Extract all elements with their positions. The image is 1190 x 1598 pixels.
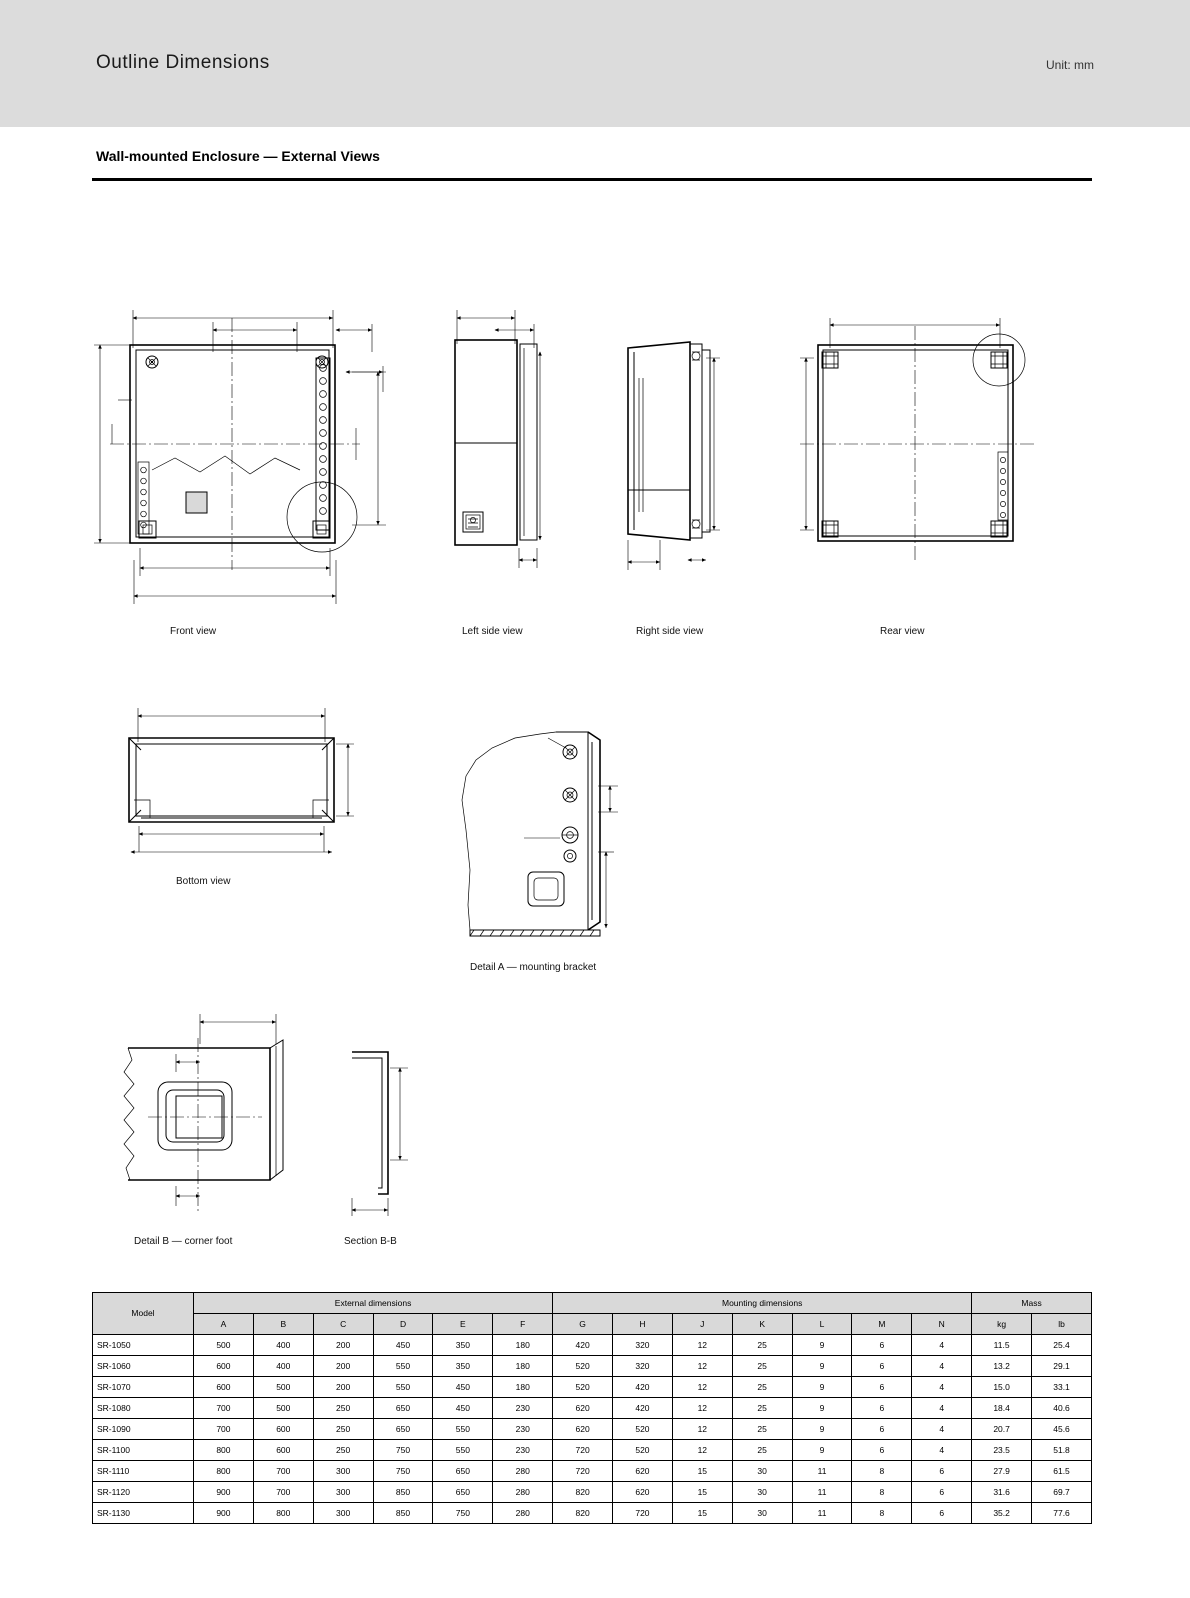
cell-value: 320: [613, 1335, 673, 1356]
cell-value: 320: [613, 1356, 673, 1377]
cell-value: 850: [373, 1503, 433, 1524]
caption-side-view-right: Right side view: [636, 626, 704, 637]
cell-value: 250: [313, 1440, 373, 1461]
cell-value: 400: [253, 1335, 313, 1356]
cell-value: 30: [732, 1461, 792, 1482]
col-k: K: [732, 1314, 792, 1335]
cell-value: 180: [493, 1356, 553, 1377]
col-g: G: [553, 1314, 613, 1335]
cell-value: 650: [433, 1461, 493, 1482]
cell-value: 650: [373, 1398, 433, 1419]
unit-note: Unit: mm: [1046, 58, 1094, 72]
cell-value: 6: [912, 1503, 972, 1524]
table-row: [93, 1419, 1092, 1440]
cell-model: SR-1080: [93, 1398, 194, 1419]
cell-value: 420: [553, 1335, 613, 1356]
cell-value: 800: [194, 1440, 254, 1461]
cell-value: 25: [732, 1335, 792, 1356]
cell-value: 4: [912, 1398, 972, 1419]
cell-model: SR-1070: [93, 1377, 194, 1398]
cell-value: 550: [373, 1356, 433, 1377]
cell-value: 35.2: [972, 1503, 1032, 1524]
caption-detail-corner: Detail B — corner foot: [134, 1236, 233, 1247]
caption-detail-hinge: Detail A — mounting bracket: [470, 962, 597, 973]
cell-value: 720: [553, 1440, 613, 1461]
cell-value: 250: [313, 1398, 373, 1419]
cell-value: 9: [792, 1377, 852, 1398]
cell-value: 300: [313, 1461, 373, 1482]
cell-value: 4: [912, 1419, 972, 1440]
cell-value: 11: [792, 1503, 852, 1524]
cell-model: SR-1120: [93, 1482, 194, 1503]
col-h: H: [613, 1314, 673, 1335]
cell-value: 25: [732, 1419, 792, 1440]
cell-value: 350: [433, 1335, 493, 1356]
cell-value: 500: [194, 1335, 254, 1356]
cell-value: 12: [672, 1419, 732, 1440]
cell-value: 600: [253, 1419, 313, 1440]
table-body: [93, 1335, 1092, 1524]
cell-value: 6: [912, 1461, 972, 1482]
cell-value: 620: [613, 1461, 673, 1482]
cell-value: 23.5: [972, 1440, 1032, 1461]
header-mounting-dimensions: Mounting dimensions: [553, 1293, 972, 1314]
cell-value: 820: [553, 1503, 613, 1524]
cell-value: 500: [253, 1398, 313, 1419]
col-kg: kg: [972, 1314, 1032, 1335]
cell-value: 750: [373, 1440, 433, 1461]
cell-value: 6: [852, 1377, 912, 1398]
cell-value: 11.5: [972, 1335, 1032, 1356]
cell-value: 27.9: [972, 1461, 1032, 1482]
caption-side-view-left: Left side view: [462, 626, 523, 637]
cell-value: 15: [672, 1482, 732, 1503]
cell-value: 550: [433, 1440, 493, 1461]
cell-value: 180: [493, 1335, 553, 1356]
cell-value: 720: [553, 1461, 613, 1482]
table-column-header-row: [93, 1314, 1092, 1335]
cell-value: 77.6: [1032, 1503, 1092, 1524]
cell-value: 650: [433, 1482, 493, 1503]
cell-value: 18.4: [972, 1398, 1032, 1419]
table-row: [93, 1440, 1092, 1461]
cell-value: 600: [194, 1356, 254, 1377]
specifications-table: [92, 1292, 1092, 1524]
cell-value: 11: [792, 1482, 852, 1503]
cell-value: 9: [792, 1440, 852, 1461]
caption-detail-bracket-section: Section B-B: [344, 1236, 397, 1247]
cell-value: 12: [672, 1335, 732, 1356]
col-lb: lb: [1032, 1314, 1092, 1335]
cell-model: SR-1100: [93, 1440, 194, 1461]
cell-value: 900: [194, 1503, 254, 1524]
cell-value: 6: [852, 1398, 912, 1419]
cell-model: SR-1090: [93, 1419, 194, 1440]
header-mass: Mass: [972, 1293, 1092, 1314]
cell-value: 520: [553, 1356, 613, 1377]
caption-rear-view: Rear view: [880, 626, 925, 637]
cell-value: 300: [313, 1482, 373, 1503]
cell-value: 33.1: [1032, 1377, 1092, 1398]
cell-value: 350: [433, 1356, 493, 1377]
cell-value: 11: [792, 1461, 852, 1482]
cell-value: 620: [613, 1482, 673, 1503]
cell-value: 250: [313, 1419, 373, 1440]
cell-value: 8: [852, 1461, 912, 1482]
col-j: J: [672, 1314, 732, 1335]
cell-value: 200: [313, 1356, 373, 1377]
table-row: [93, 1482, 1092, 1503]
cell-value: 520: [613, 1419, 673, 1440]
cell-value: 15: [672, 1503, 732, 1524]
page-title: Outline Dimensions: [96, 52, 270, 73]
cell-value: 25: [732, 1440, 792, 1461]
cell-model: SR-1130: [93, 1503, 194, 1524]
cell-value: 750: [373, 1461, 433, 1482]
cell-value: 13.2: [972, 1356, 1032, 1377]
cell-value: 61.5: [1032, 1461, 1092, 1482]
cell-value: 12: [672, 1356, 732, 1377]
header-model: Model: [93, 1293, 194, 1335]
cell-model: SR-1060: [93, 1356, 194, 1377]
cell-value: 420: [613, 1398, 673, 1419]
cell-value: 12: [672, 1398, 732, 1419]
cell-value: 900: [194, 1482, 254, 1503]
table-row: [93, 1461, 1092, 1482]
cell-value: 40.6: [1032, 1398, 1092, 1419]
cell-value: 20.7: [972, 1419, 1032, 1440]
cell-value: 700: [253, 1482, 313, 1503]
cell-value: 9: [792, 1335, 852, 1356]
col-m: M: [852, 1314, 912, 1335]
cell-value: 550: [433, 1419, 493, 1440]
cell-value: 51.8: [1032, 1440, 1092, 1461]
cell-value: 620: [553, 1419, 613, 1440]
cell-value: 6: [912, 1482, 972, 1503]
cell-value: 750: [433, 1503, 493, 1524]
cell-value: 500: [253, 1377, 313, 1398]
cell-value: 300: [313, 1503, 373, 1524]
cell-value: 200: [313, 1335, 373, 1356]
cell-value: 280: [493, 1482, 553, 1503]
cell-value: 400: [253, 1356, 313, 1377]
col-n: N: [912, 1314, 972, 1335]
cell-value: 6: [852, 1440, 912, 1461]
cell-value: 8: [852, 1482, 912, 1503]
cell-value: 600: [194, 1377, 254, 1398]
caption-bottom-view: Bottom view: [176, 876, 231, 887]
table-row: [93, 1377, 1092, 1398]
cell-model: SR-1050: [93, 1335, 194, 1356]
cell-value: 650: [373, 1419, 433, 1440]
cell-value: 9: [792, 1419, 852, 1440]
col-a: A: [194, 1314, 254, 1335]
cell-value: 280: [493, 1503, 553, 1524]
header-rule: [92, 178, 1092, 181]
cell-value: 29.1: [1032, 1356, 1092, 1377]
cell-value: 30: [732, 1482, 792, 1503]
cell-value: 12: [672, 1440, 732, 1461]
col-b: B: [253, 1314, 313, 1335]
table-row: [93, 1356, 1092, 1377]
cell-value: 4: [912, 1440, 972, 1461]
cell-value: 550: [373, 1377, 433, 1398]
cell-value: 800: [194, 1461, 254, 1482]
section-title: Wall-mounted Enclosure — External Views: [96, 148, 380, 164]
cell-value: 15: [672, 1461, 732, 1482]
cell-value: 25: [732, 1377, 792, 1398]
cell-value: 450: [373, 1335, 433, 1356]
cell-value: 45.6: [1032, 1419, 1092, 1440]
table-group-header-row: [93, 1293, 1092, 1314]
cell-value: 31.6: [972, 1482, 1032, 1503]
table-row: [93, 1335, 1092, 1356]
cell-value: 6: [852, 1335, 912, 1356]
cell-value: 450: [433, 1377, 493, 1398]
cell-value: 25.4: [1032, 1335, 1092, 1356]
cell-value: 700: [194, 1398, 254, 1419]
cell-value: 9: [792, 1398, 852, 1419]
cell-value: 180: [493, 1377, 553, 1398]
cell-value: 700: [253, 1461, 313, 1482]
cell-value: 12: [672, 1377, 732, 1398]
cell-value: 6: [852, 1419, 912, 1440]
cell-value: 25: [732, 1356, 792, 1377]
cell-value: 800: [253, 1503, 313, 1524]
table-row: [93, 1398, 1092, 1419]
cell-value: 700: [194, 1419, 254, 1440]
cell-value: 200: [313, 1377, 373, 1398]
cell-value: 520: [613, 1440, 673, 1461]
header-external-dimensions: External dimensions: [194, 1293, 553, 1314]
table-row: [93, 1503, 1092, 1524]
cell-value: 4: [912, 1335, 972, 1356]
cell-value: 720: [613, 1503, 673, 1524]
col-e: E: [433, 1314, 493, 1335]
cell-value: 230: [493, 1419, 553, 1440]
col-l: L: [792, 1314, 852, 1335]
cell-value: 4: [912, 1377, 972, 1398]
cell-value: 9: [792, 1356, 852, 1377]
cell-value: 69.7: [1032, 1482, 1092, 1503]
cell-value: 4: [912, 1356, 972, 1377]
col-c: C: [313, 1314, 373, 1335]
cell-value: 520: [553, 1377, 613, 1398]
col-d: D: [373, 1314, 433, 1335]
cell-value: 30: [732, 1503, 792, 1524]
caption-front-view: Front view: [170, 626, 217, 637]
cell-value: 25: [732, 1398, 792, 1419]
cell-value: 450: [433, 1398, 493, 1419]
cell-value: 620: [553, 1398, 613, 1419]
cell-value: 8: [852, 1503, 912, 1524]
cell-value: 600: [253, 1440, 313, 1461]
cell-value: 280: [493, 1461, 553, 1482]
col-f: F: [493, 1314, 553, 1335]
cell-value: 420: [613, 1377, 673, 1398]
cell-model: SR-1110: [93, 1461, 194, 1482]
cell-value: 820: [553, 1482, 613, 1503]
cell-value: 15.0: [972, 1377, 1032, 1398]
cell-value: 850: [373, 1482, 433, 1503]
cell-value: 230: [493, 1398, 553, 1419]
cell-value: 230: [493, 1440, 553, 1461]
cell-value: 6: [852, 1356, 912, 1377]
